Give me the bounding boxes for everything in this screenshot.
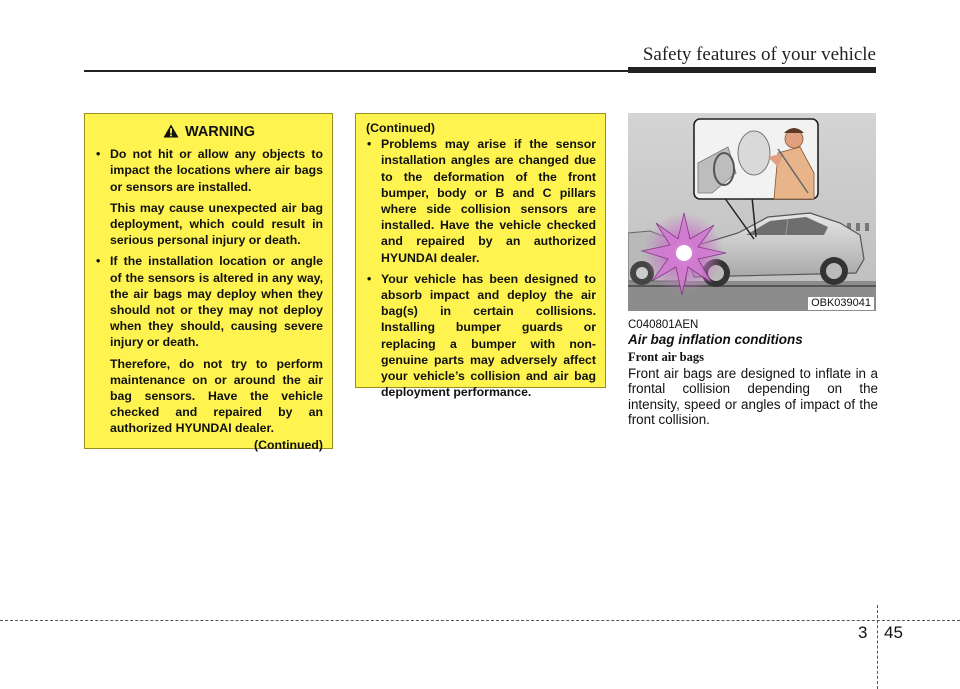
continued-list [366, 136, 596, 400]
continued-heading: (Continued) [366, 121, 435, 135]
continued-bullet-2-text: Your vehicle has been designed to absorb impact and deploy the air bag(s) in certain collisions. Installing bumper guards or replacing a bumper with non-genuine parts may adversely affect your vehicle’s collision and air bag deployment performance. [381, 271, 596, 400]
warning-bullet-1-detail: This may cause unexpected air bag deployment, which could result in serious personal injury or death. [110, 200, 323, 248]
header-rule-accent [628, 67, 876, 73]
warning-bullet-2-text: If the installation location or angle of the sensors is altered in any way, the air bags may deploy when they should not or they may not deploy when they should, causing severe injury or death. [110, 254, 323, 350]
section-code: C040801AEN [628, 319, 699, 331]
section-subheading: Front air bags [628, 350, 704, 364]
footer-rule [0, 620, 960, 621]
warning-list [95, 146, 323, 195]
airbag-collision-illustration [628, 113, 876, 311]
continued-warning-box [355, 113, 606, 400]
page-header-title: Safety features of your vehicle [642, 44, 876, 65]
page-chapter-number: 3 [858, 623, 868, 642]
continued-bullet-2 [366, 271, 596, 401]
page-number: 45 [884, 623, 903, 642]
illustration-code: OBK039041 [808, 297, 874, 310]
footer-page-divider [877, 605, 878, 689]
warning-continued-label: (Continued) [254, 437, 323, 452]
warning-box [84, 113, 333, 452]
section-title: Air bag inflation conditions [628, 332, 803, 347]
warning-list-2 [95, 253, 323, 350]
warning-bullet-1 [95, 146, 323, 195]
continued-bullet-1 [366, 136, 596, 266]
warning-bullet-1-text: Do not hit or allow any objects to impact the locations where air bags or sensors are installed. [110, 147, 323, 194]
warning-heading: WARNING [184, 124, 256, 140]
warning-heading-row [95, 124, 323, 142]
continued-bullet-1-text: Problems may arise if the sensor installation angles are changed due to the deformation of the front bumper, body or B and C pillars where side collision sensors are installed. Have the vehicle checked and repaired by an authorized HYUNDAI dealer. [381, 137, 596, 265]
warning-triangle-icon [163, 124, 179, 142]
warning-bullet-2-detail: Therefore, do not try to perform maintenance on or around the air bag sensors. Have the vehicle checked and repaired by an authorized HYUNDAI dealer. [110, 356, 323, 436]
warning-bullet-2 [95, 253, 323, 350]
collision-illustration-svg [628, 113, 876, 311]
section-body: Front air bags are designed to inflate in a frontal collision depending on the intensity, speed or angles of impact of the front collision. [628, 366, 878, 428]
